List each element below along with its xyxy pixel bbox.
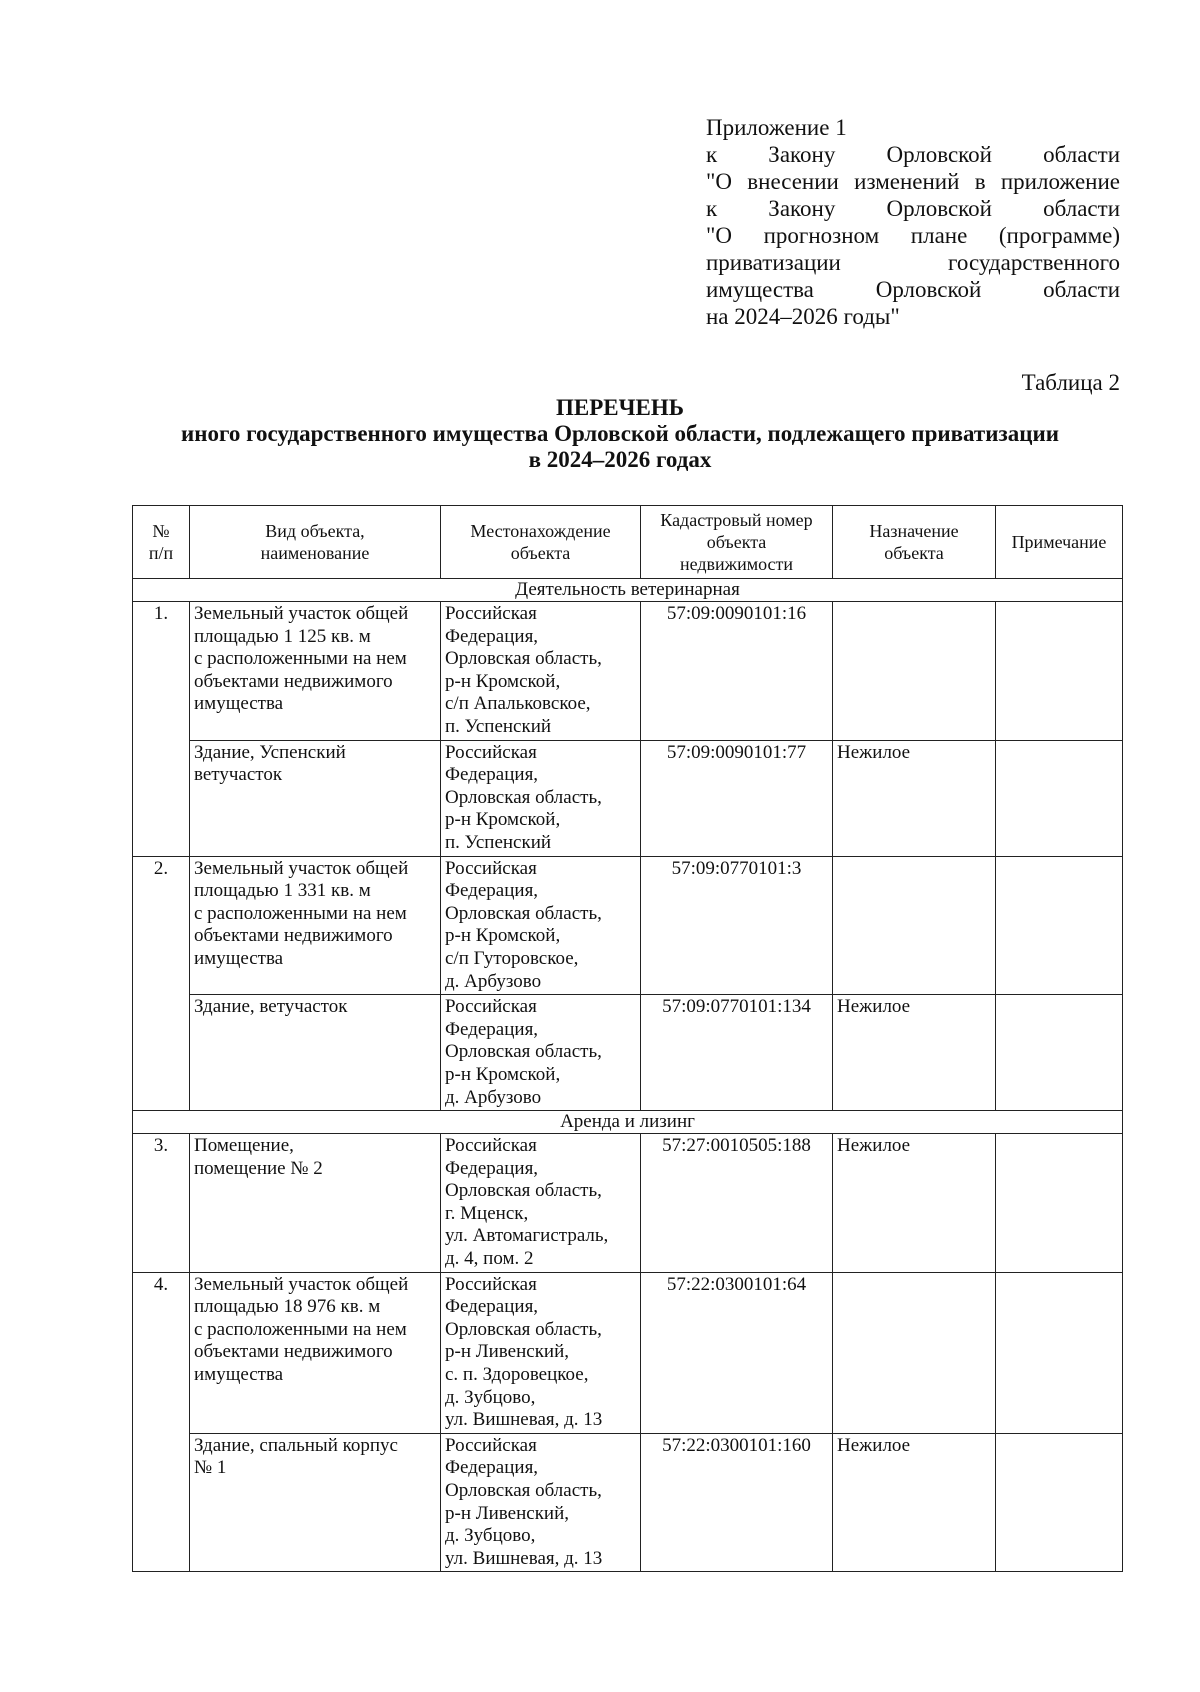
table-label: Таблица 2	[1021, 370, 1120, 395]
object-note	[996, 740, 1123, 856]
table-row	[133, 856, 1123, 995]
row-number: 3.	[133, 1134, 190, 1273]
object-location: Российская Федерация, Орловская область, р-н Кромской, с/п Гуторовское, д. Арбузово	[441, 856, 641, 995]
object-purpose: Нежилое	[833, 740, 996, 856]
cadastral-number: 57:09:0090101:16	[641, 602, 833, 741]
cadastral-number: 57:27:0010505:188	[641, 1134, 833, 1273]
table-row	[133, 740, 1123, 856]
object-note	[996, 1272, 1123, 1433]
cadastral-number: 57:09:0090101:77	[641, 740, 833, 856]
object-note	[996, 856, 1123, 995]
annex-line: приватизации государственного	[706, 250, 1120, 275]
object-location: Российская Федерация, Орловская область, р-н Кромской, д. Арбузово	[441, 995, 641, 1111]
object-note	[996, 995, 1123, 1111]
privatization-table	[132, 505, 1123, 1572]
object-location: Российская Федерация, Орловская область, г. Мценск, ул. Автомагистраль, д. 4, пом. 2	[441, 1134, 641, 1273]
object-purpose	[833, 602, 996, 741]
object-purpose: Нежилое	[833, 1433, 996, 1572]
row-number: 4.	[133, 1272, 190, 1572]
annex-line: Приложение 1	[706, 115, 847, 140]
title-line: иного государственного имущества Орловской области, подлежащего приватизации	[181, 421, 1059, 446]
section-row	[133, 579, 1123, 602]
object-purpose	[833, 856, 996, 995]
table-row	[133, 1433, 1123, 1572]
object-kind: Здание, спальный корпус № 1	[190, 1433, 441, 1572]
section-title: Деятельность ветеринарная	[133, 579, 1123, 602]
object-note	[996, 1134, 1123, 1273]
header-cadastral: Кадастровый номер объекта недвижимости	[641, 506, 833, 579]
annex-line: "О внесении изменений в приложение	[706, 169, 1120, 194]
annex-line: "О прогнозном плане (программе)	[706, 223, 1120, 248]
table-row	[133, 1272, 1123, 1433]
object-location: Российская Федерация, Орловская область, р-н Кромской, с/п Апальковское, п. Успенский	[441, 602, 641, 741]
header-note: Примечание	[996, 506, 1123, 579]
cadastral-number: 57:09:0770101:134	[641, 995, 833, 1111]
annex-line: на 2024–2026 годы"	[706, 304, 900, 329]
object-purpose	[833, 1272, 996, 1433]
object-location: Российская Федерация, Орловская область, р-н Ливенский, с. п. Здоровецкое, д. Зубцово, ул. Вишневая, д. 13	[441, 1272, 641, 1433]
object-kind: Земельный участок общей площадью 1 331 кв. м с расположенными на нем объектами недвижимого имущества	[190, 856, 441, 995]
table-row	[133, 602, 1123, 741]
document-title	[120, 395, 1120, 473]
cadastral-number: 57:22:0300101:64	[641, 1272, 833, 1433]
header-purpose: Назначение объекта	[833, 506, 996, 579]
table-row	[133, 1134, 1123, 1273]
section-title: Аренда и лизинг	[133, 1111, 1123, 1134]
annex-line: к Закону Орловской области	[706, 196, 1120, 221]
row-number: 1.	[133, 602, 190, 857]
annex-line: имущества Орловской области	[706, 277, 1120, 302]
section-row	[133, 1111, 1123, 1134]
object-kind: Помещение, помещение № 2	[190, 1134, 441, 1273]
object-kind: Здание, Успенский ветучасток	[190, 740, 441, 856]
table-row	[133, 995, 1123, 1111]
cadastral-number: 57:22:0300101:160	[641, 1433, 833, 1572]
object-purpose: Нежилое	[833, 1134, 996, 1273]
object-kind: Земельный участок общей площадью 1 125 кв. м с расположенными на нем объектами недвижимого имущества	[190, 602, 441, 741]
object-note	[996, 1433, 1123, 1572]
object-location: Российская Федерация, Орловская область, р-н Кромской, п. Успенский	[441, 740, 641, 856]
object-note	[996, 602, 1123, 741]
header-location: Местонахождение объекта	[441, 506, 641, 579]
object-kind: Земельный участок общей площадью 18 976 кв. м с расположенными на нем объектами недвижимого имущества	[190, 1272, 441, 1433]
object-kind: Здание, ветучасток	[190, 995, 441, 1111]
title-line: в 2024–2026 годах	[528, 447, 712, 472]
row-number: 2.	[133, 856, 190, 1111]
annex-block	[706, 114, 1120, 330]
table-header-row	[133, 506, 1123, 579]
title-line: ПЕРЕЧЕНЬ	[556, 395, 684, 420]
header-num: № п/п	[133, 506, 190, 579]
cadastral-number: 57:09:0770101:3	[641, 856, 833, 995]
header-kind: Вид объекта, наименование	[190, 506, 441, 579]
object-purpose: Нежилое	[833, 995, 996, 1111]
annex-line: к Закону Орловской области	[706, 142, 1120, 167]
object-location: Российская Федерация, Орловская область, р-н Ливенский, д. Зубцово, ул. Вишневая, д. 13	[441, 1433, 641, 1572]
